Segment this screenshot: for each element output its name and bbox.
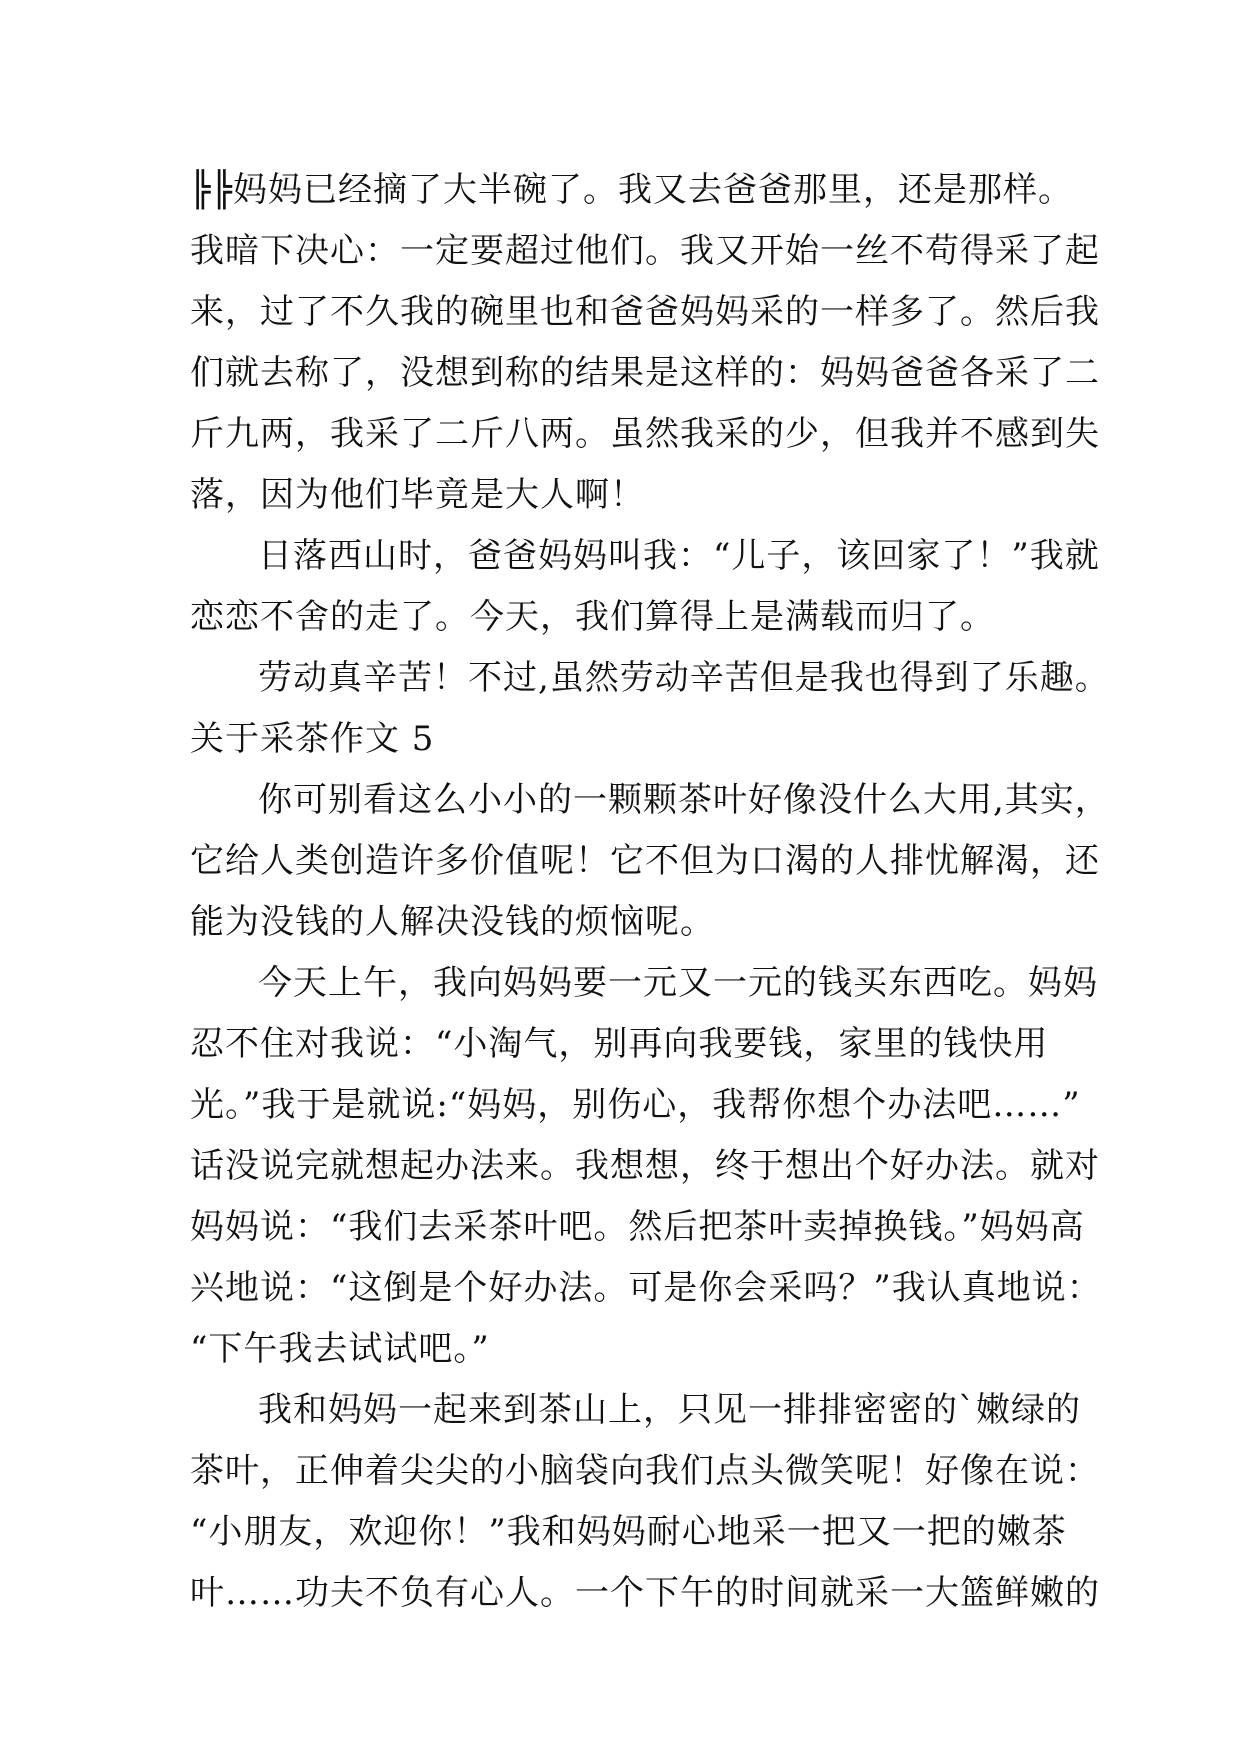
text-line: 兴地说：“这倒是个好办法。可是你会采吗？”我认真地说： <box>190 1268 1102 1308</box>
paragraph-start-line: 日落西山时，爸爸妈妈叫我：“儿子，该回家了！”我就 <box>258 536 1100 576</box>
document-page <box>190 160 1110 1624</box>
text-line: 叶……功夫不负有心人。一个下午的时间就采一大篮鲜嫩的 <box>190 1573 1100 1613</box>
text-line: 妈妈说：“我们去采茶叶吧。然后把茶叶卖掉换钱。”妈妈高 <box>190 1207 1085 1247</box>
text-line: 恋恋不舍的走了。今天，我们算得上是满载而归了。 <box>190 597 995 637</box>
paragraph-start-line: 我和妈妈一起来到茶山上，只见一排排密密的`嫩绿的 <box>258 1390 1081 1430</box>
text-line: 光。”我于是就说:“妈妈，别伤心，我帮你想个办法吧……” <box>190 1085 1081 1125</box>
text-line: 它给人类创造许多价值呢！它不但为口渴的人排忧解渴，还 <box>190 841 1100 881</box>
text-line: ╠╠妈妈已经摘了大半碗了。我又去爸爸那里，还是那样。 <box>190 170 1073 210</box>
text-line: 话没说完就想起办法来。我想想，终于想出个好办法。就对 <box>190 1146 1100 1186</box>
text-line: 茶叶，正伸着尖尖的小脑袋向我们点头微笑呢！好像在说： <box>190 1451 1100 1491</box>
text-line: 们就去称了，没想到称的结果是这样的：妈妈爸爸各采了二 <box>190 353 1100 393</box>
text-line: 斤九两，我采了二斤八两。虽然我采的少，但我并不感到失 <box>190 414 1100 454</box>
text-line: 忍不住对我说：“小淘气，别再向我要钱，家里的钱快用 <box>190 1024 1049 1064</box>
paragraph-start-line: 今天上午，我向妈妈要一元又一元的钱买东西吃。妈妈 <box>258 963 1098 1003</box>
paragraph-start-line: 劳动真辛苦！不过,虽然劳动辛苦但是我也得到了乐趣。 <box>258 658 1110 698</box>
text-line: 来，过了不久我的碗里也和爸爸妈妈采的一样多了。然后我 <box>190 292 1100 332</box>
text-line: “小朋友，欢迎你！”我和妈妈耐心地采一把又一把的嫩茶 <box>190 1512 1067 1552</box>
text-line: 我暗下决心：一定要超过他们。我又开始一丝不苟得采了起 <box>190 231 1100 271</box>
text-line: 落，因为他们毕竟是大人啊！ <box>190 475 645 515</box>
text-line: “下午我去试试吧。” <box>190 1329 490 1369</box>
section-heading: 关于采茶作文 5 <box>190 719 435 759</box>
paragraph-start-line: 你可别看这么小小的一颗颗茶叶好像没什么大用,其实， <box>258 780 1110 820</box>
text-line: 能为没钱的人解决没钱的烦恼呢。 <box>190 902 715 942</box>
